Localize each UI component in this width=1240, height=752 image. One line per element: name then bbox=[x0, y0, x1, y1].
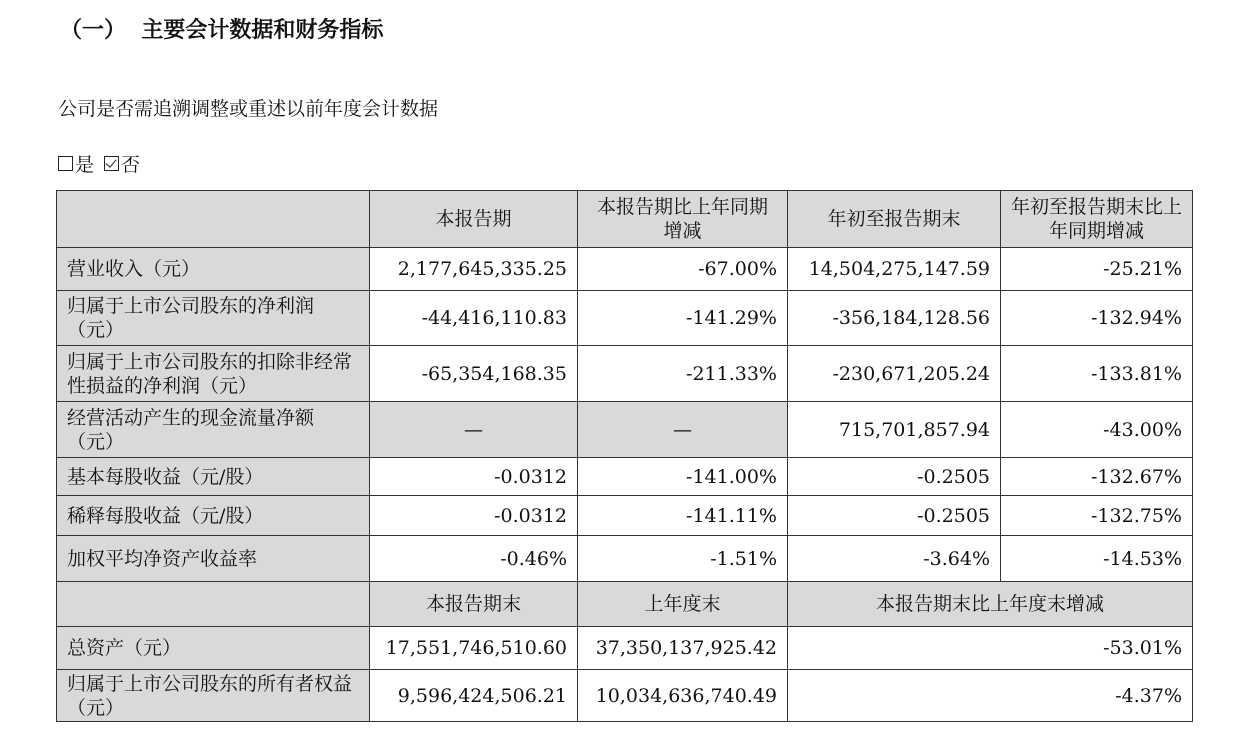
column-header: 本报告期末 bbox=[370, 582, 578, 627]
table-cell: 9,596,424,506.21 bbox=[370, 670, 578, 722]
row-label: 基本每股收益（元/股） bbox=[57, 458, 370, 496]
table-row bbox=[57, 627, 1193, 670]
table-cell: — bbox=[370, 402, 578, 458]
table-cell: -141.29% bbox=[578, 291, 788, 346]
table-cell: 2,177,645,335.25 bbox=[370, 248, 578, 291]
financial-indicators-table bbox=[56, 190, 1193, 722]
table-header-row bbox=[57, 582, 1193, 627]
table-cell: -230,671,205.24 bbox=[788, 346, 1001, 402]
table-cell: -0.0312 bbox=[370, 496, 578, 536]
table-cell: -141.11% bbox=[578, 496, 788, 536]
row-label: 归属于上市公司股东的扣除非经常性损益的净利润（元） bbox=[57, 346, 370, 402]
table-cell: -0.2505 bbox=[788, 496, 1001, 536]
row-label: 经营活动产生的现金流量净额（元） bbox=[57, 402, 370, 458]
column-header: 上年度末 bbox=[578, 582, 788, 627]
table-cell: -356,184,128.56 bbox=[788, 291, 1001, 346]
column-header: 本报告期 bbox=[370, 191, 578, 248]
row-label: 归属于上市公司股东的净利润（元） bbox=[57, 291, 370, 346]
column-header: 本报告期比上年同期增减 bbox=[578, 191, 788, 248]
table-row bbox=[57, 248, 1193, 291]
section-title: （一） 主要会计数据和财务指标 bbox=[60, 18, 384, 43]
checkbox-checked-icon[interactable] bbox=[104, 156, 119, 171]
table-cell: 14,504,275,147.59 bbox=[788, 248, 1001, 291]
checkbox-unchecked-icon[interactable] bbox=[58, 156, 73, 171]
row-label: 归属于上市公司股东的所有者权益（元） bbox=[57, 670, 370, 722]
table-row bbox=[57, 496, 1193, 536]
restatement-options bbox=[58, 150, 150, 177]
table-cell: 17,551,746,510.60 bbox=[370, 627, 578, 670]
table-cell: -133.81% bbox=[1001, 346, 1193, 402]
table-row bbox=[57, 291, 1193, 346]
table-cell: -132.67% bbox=[1001, 458, 1193, 496]
table-cell: -0.2505 bbox=[788, 458, 1001, 496]
table-cell: -1.51% bbox=[578, 536, 788, 582]
row-label: 稀释每股收益（元/股） bbox=[57, 496, 370, 536]
table-cell: -132.94% bbox=[1001, 291, 1193, 346]
row-label: 总资产（元） bbox=[57, 627, 370, 670]
table-cell: -4.37% bbox=[788, 670, 1193, 722]
table-row bbox=[57, 402, 1193, 458]
table-row bbox=[57, 670, 1193, 722]
table-cell: -43.00% bbox=[1001, 402, 1193, 458]
table-row bbox=[57, 536, 1193, 582]
table-cell: -0.0312 bbox=[370, 458, 578, 496]
option-yes-label: 是 bbox=[75, 154, 95, 176]
column-header: 本报告期末比上年度末增减 bbox=[788, 582, 1193, 627]
table-header-row bbox=[57, 191, 1193, 248]
table-row bbox=[57, 346, 1193, 402]
table-cell: — bbox=[578, 402, 788, 458]
table-cell: 10,034,636,740.49 bbox=[578, 670, 788, 722]
table-cell: 37,350,137,925.42 bbox=[578, 627, 788, 670]
table-row bbox=[57, 458, 1193, 496]
table-cell: -132.75% bbox=[1001, 496, 1193, 536]
table-cell: -14.53% bbox=[1001, 536, 1193, 582]
column-header bbox=[57, 582, 370, 627]
option-yes[interactable] bbox=[58, 150, 94, 177]
column-header bbox=[57, 191, 370, 248]
table-cell: -0.46% bbox=[370, 536, 578, 582]
row-label: 营业收入（元） bbox=[57, 248, 370, 291]
option-no[interactable] bbox=[104, 150, 140, 177]
table-cell: 715,701,857.94 bbox=[788, 402, 1001, 458]
table-cell: -141.00% bbox=[578, 458, 788, 496]
table-cell: -53.01% bbox=[788, 627, 1193, 670]
table-cell: -3.64% bbox=[788, 536, 1001, 582]
column-header: 年初至报告期末 bbox=[788, 191, 1001, 248]
restatement-question: 公司是否需追溯调整或重述以前年度会计数据 bbox=[58, 98, 439, 120]
option-no-label: 否 bbox=[121, 154, 141, 176]
row-label: 加权平均净资产收益率 bbox=[57, 536, 370, 582]
table-cell: -25.21% bbox=[1001, 248, 1193, 291]
table-cell: -67.00% bbox=[578, 248, 788, 291]
table-cell: -65,354,168.35 bbox=[370, 346, 578, 402]
table-cell: -211.33% bbox=[578, 346, 788, 402]
column-header: 年初至报告期末比上年同期增减 bbox=[1001, 191, 1193, 248]
table-cell: -44,416,110.83 bbox=[370, 291, 578, 346]
